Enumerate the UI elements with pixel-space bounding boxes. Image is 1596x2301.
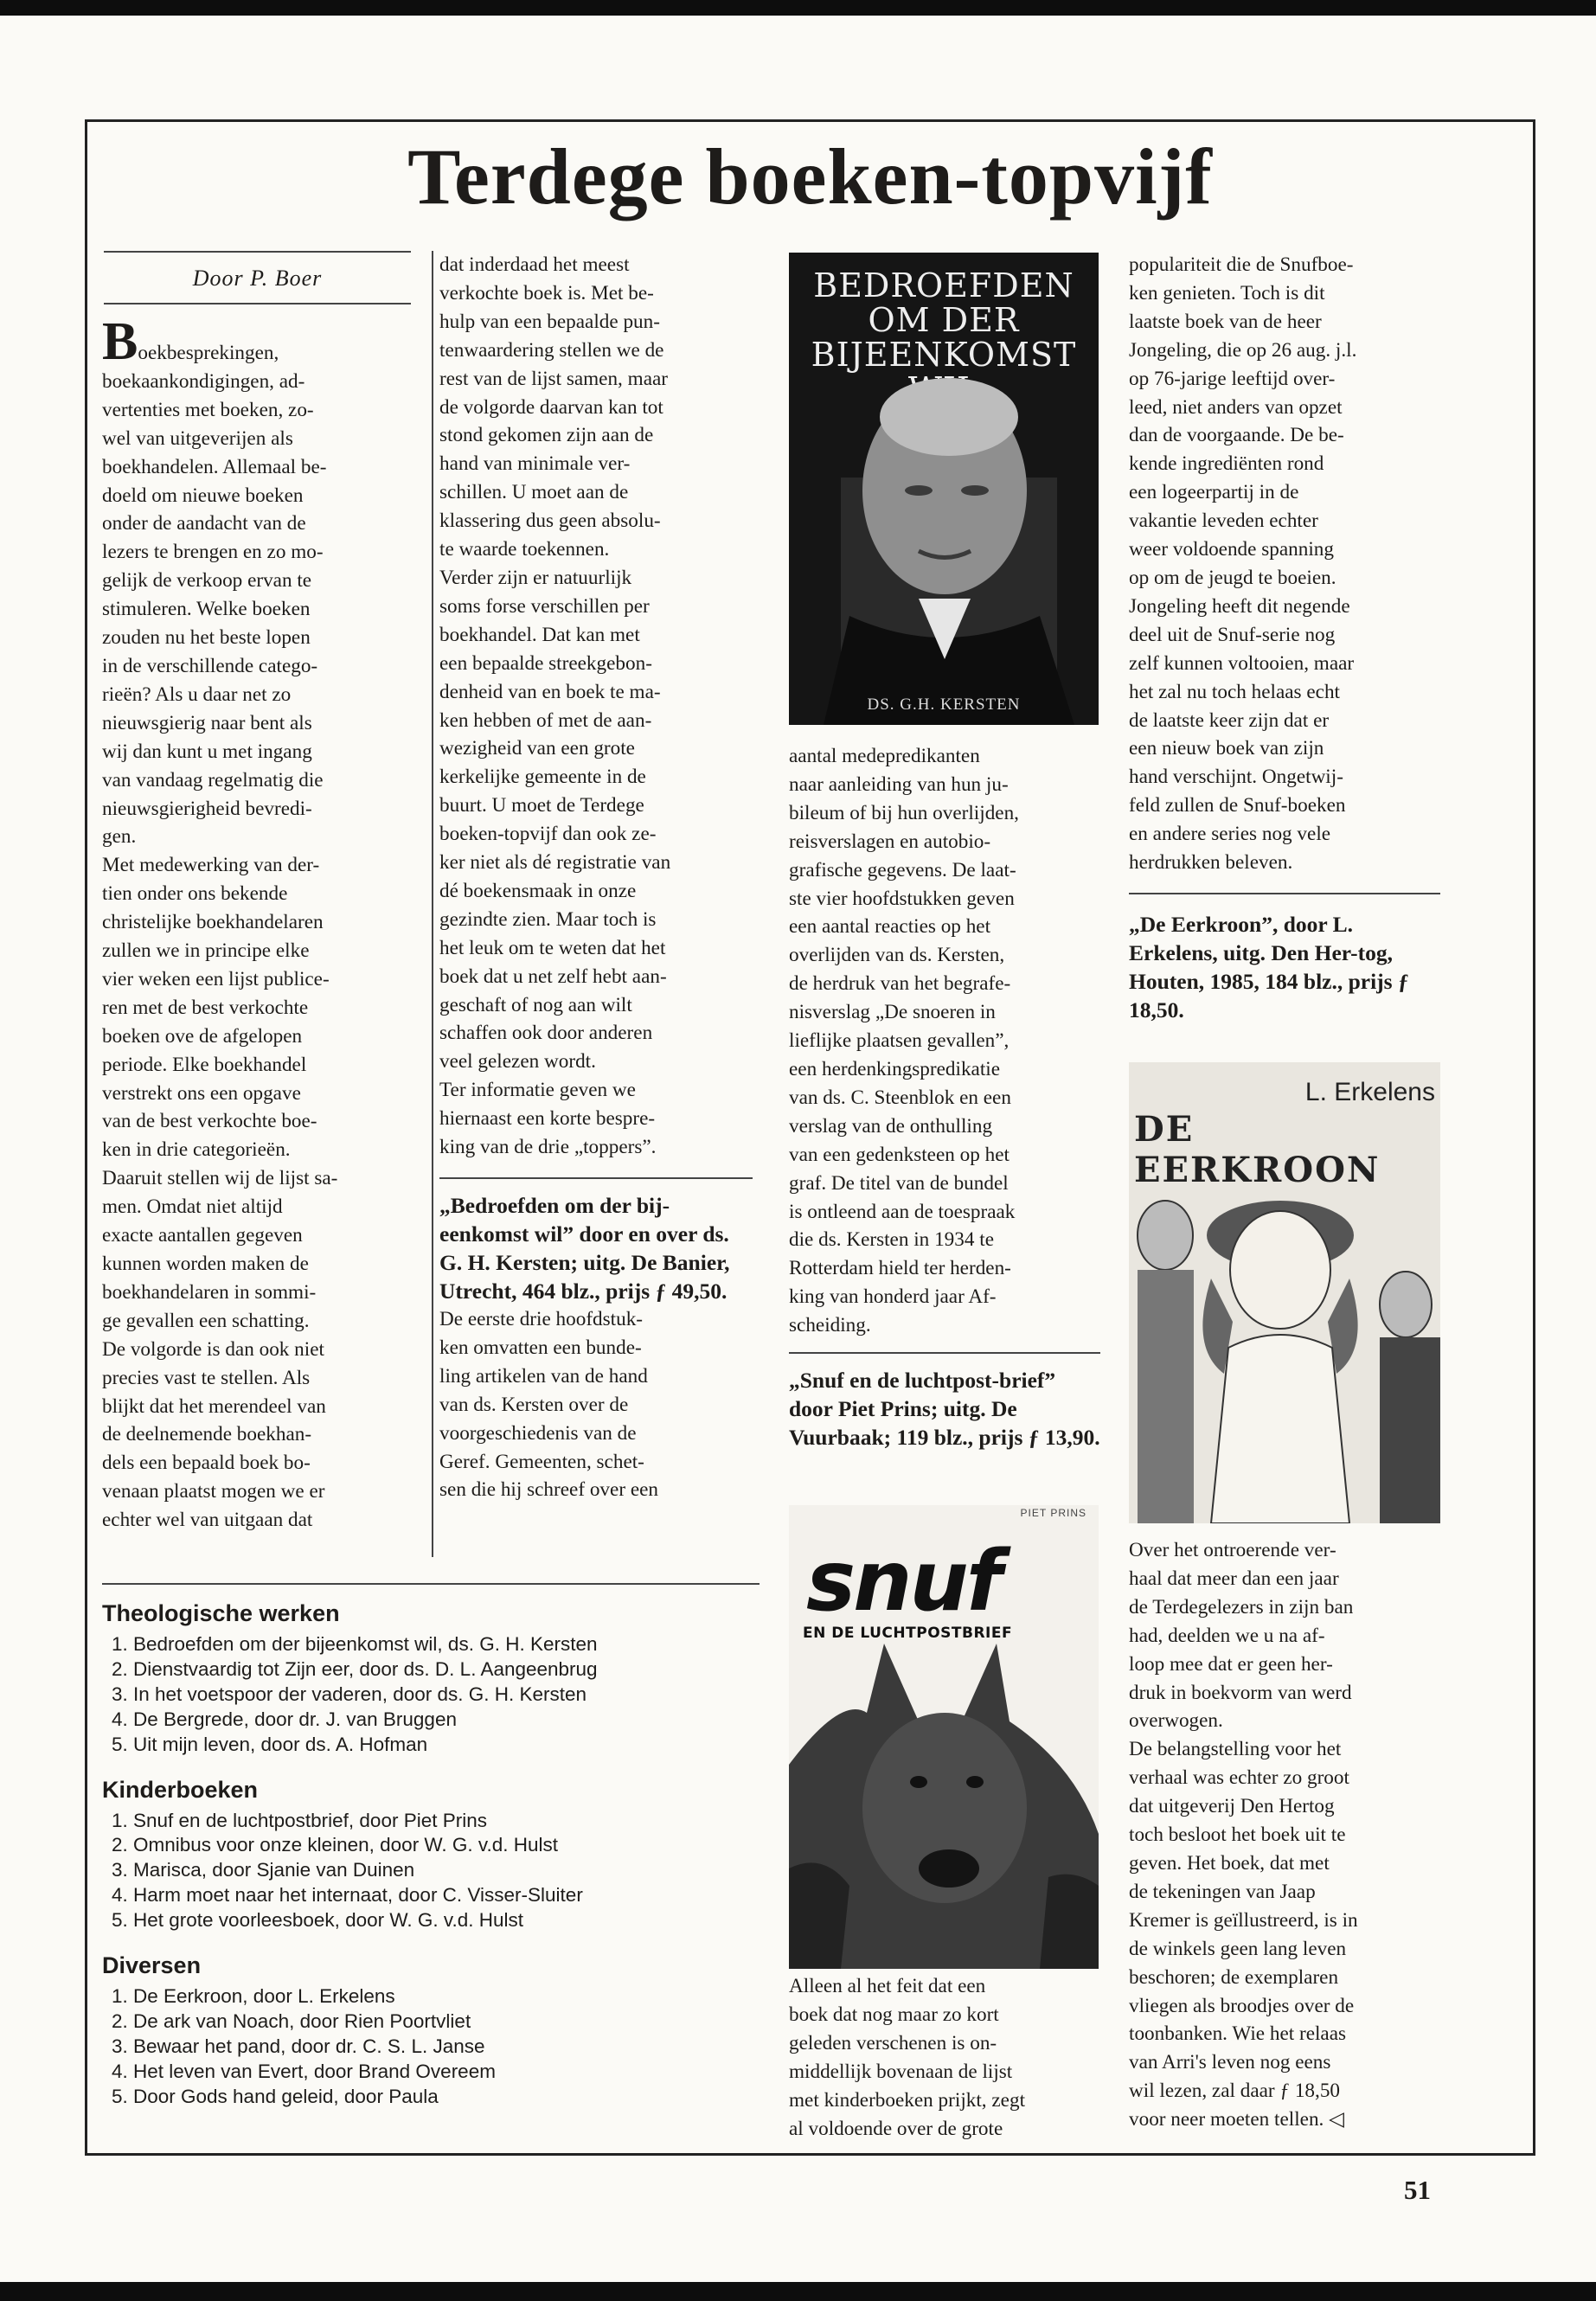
- portrait-kersten: [789, 253, 1099, 725]
- text-line: met kinderboeken prijkt, zegt: [789, 2088, 1026, 2112]
- text-line: is ontleend aan de toespraak: [789, 1200, 1016, 1223]
- book-cover-bedroefden: [789, 253, 1099, 725]
- text-line: leed, niet anders van opzet: [1129, 395, 1343, 419]
- text-line: middellijk bovenaan de lijst: [789, 2060, 1013, 2083]
- text-line: Daaruit stellen wij de lijst sa-: [102, 1167, 338, 1190]
- text-line: een bepaalde streekgebon-: [439, 651, 652, 675]
- text-line: klassering dus geen absolu-: [439, 510, 661, 533]
- text-line: Alleen al het feit dat een: [789, 1975, 986, 1997]
- column-4-continued: [1129, 1536, 1440, 2134]
- text-line: ste vier hoofdstukken geven: [789, 887, 1015, 910]
- text-line: Over het ontroerende ver-: [1129, 1539, 1336, 1561]
- column-3-text: [789, 742, 1100, 1340]
- text-line: boekaankondigingen, ad-: [102, 369, 305, 393]
- book3-caption: „De Eerkroon”, door L. Erkelens, uitg. Den Her-tog, Houten, 1985, 184 blz., prijs ƒ 18,50.: [1129, 911, 1409, 1022]
- text-line: nisverslag „De snoeren in: [789, 1001, 996, 1024]
- text-line: wil lezen, zal daar ƒ 18,50: [1129, 2080, 1341, 2103]
- text-line: veel gelezen wordt.: [439, 1050, 596, 1074]
- text-line: Ter informatie geven we: [439, 1079, 636, 1102]
- book-cover-snuf: [789, 1505, 1099, 1969]
- text-line: naar aanleiding van hun ju-: [789, 772, 1009, 796]
- text-line: boeken ove de afgelopen: [102, 1024, 303, 1048]
- text-line: Rotterdam hield ter herden-: [789, 1257, 1011, 1280]
- text-line: voor neer moeten tellen. ◁: [1129, 2108, 1344, 2131]
- cover2-subtitle: EN DE LUCHTPOSTBRIEF: [803, 1625, 1013, 1642]
- list-theologische-werken: [102, 1600, 768, 1758]
- column-divider: [432, 251, 433, 1557]
- text-line: ling artikelen van de hand: [439, 1364, 648, 1388]
- text-line: op 76-jarige leeftijd over-: [1129, 367, 1336, 390]
- text-line: ken in drie categorieën.: [102, 1138, 291, 1162]
- text-line: Geref. Gemeenten, schet-: [439, 1450, 644, 1473]
- text-line: kerkelijke gemeente in de: [439, 766, 646, 789]
- text-line: populariteit die de Snufboe-: [1129, 253, 1354, 276]
- text-line: echter wel van uitgaan dat: [102, 1509, 313, 1532]
- text-line: vertenties met boeken, zo-: [102, 398, 314, 421]
- text-line: boeken-topvijf dan ook ze-: [439, 823, 657, 846]
- text-line: wezigheid van een grote: [439, 737, 635, 760]
- book3-rule: [1129, 893, 1440, 894]
- text-line: stimuleren. Welke boeken: [102, 598, 311, 621]
- text-line: hiernaast een korte bespre-: [439, 1107, 656, 1131]
- text-line: loop mee dat er geen her-: [1129, 1652, 1333, 1676]
- text-line: in de verschillende catego-: [102, 654, 318, 677]
- text-line: en andere series nog vele: [1129, 823, 1331, 846]
- list-item: 4. De Bergrede, door dr. J. van Bruggen: [133, 1708, 768, 1733]
- cover3-author: L. Erkelens: [1304, 1078, 1435, 1106]
- list-item: 5. Uit mijn leven, door ds. A. Hofman: [133, 1733, 768, 1758]
- text-line: king van honderd jaar Af-: [789, 1285, 997, 1309]
- text-line: verkochte boek is. Met be-: [439, 281, 654, 304]
- text-line: lieflijke plaatsen gevallen”,: [789, 1029, 1010, 1053]
- text-line: ken hebben of met de aan-: [439, 708, 652, 732]
- text-line: van ds. C. Steenblok en een: [789, 1086, 1011, 1109]
- text-line: dat inderdaad het meest: [439, 253, 630, 276]
- text-line: gen.: [102, 825, 137, 849]
- byline-top-rule: [104, 251, 411, 253]
- text-line: weer voldoende spanning: [1129, 538, 1334, 561]
- text-line: op om de jeugd te boeien.: [1129, 566, 1336, 589]
- text-line: grafische gegevens. De laat-: [789, 858, 1016, 881]
- text-line: de deelnemende boekhan-: [102, 1423, 312, 1446]
- list-item: 3. Bewaar het pand, door dr. C. S. L. Janse: [133, 2035, 768, 2060]
- text-line: vakantie leveden echter: [1129, 510, 1318, 533]
- column-4-text: [1129, 251, 1440, 877]
- text-line: tien onder ons bekende: [102, 882, 288, 906]
- text-line: bileum of bij hun overlijden,: [789, 801, 1019, 824]
- text-line: hulp van een bepaalde pun-: [439, 310, 660, 333]
- column-3: [789, 742, 1100, 1452]
- lists-rule: [102, 1583, 760, 1585]
- text-line: gelijk de verkoop ervan te: [102, 569, 312, 593]
- text-line: Met medewerking van der-: [102, 854, 320, 877]
- text-line: van Arri's leven nog eens: [1129, 2051, 1331, 2074]
- text-line: van de best verkochte boe-: [102, 1110, 317, 1133]
- text-line: een nieuw boek van zijn: [1129, 737, 1324, 760]
- list-item: 1. Bedroefden om der bijeenkomst wil, ds. G. H. Kersten: [133, 1632, 768, 1657]
- text-line: dé boekensmaak in onze: [439, 879, 637, 902]
- list-heading: Theologische werken: [102, 1600, 340, 1626]
- text-line: christelijke boekhandelaren: [102, 911, 324, 934]
- text-line: gezindte zien. Maar toch is: [439, 907, 657, 931]
- bottom-black-border: [0, 2282, 1596, 2301]
- text-line: te waarde toekennen.: [439, 538, 610, 561]
- ranked-list: [102, 1984, 768, 2110]
- text-line: rest van de lijst samen, maar: [439, 367, 668, 390]
- list-item: 1. Snuf en de luchtpostbrief, door Piet Prins: [133, 1809, 768, 1834]
- column-3-text-continued: [789, 1972, 1100, 2143]
- text-line: zullen we in principe elke: [102, 939, 310, 963]
- text-line: geleden verschenen is on-: [789, 2031, 997, 2054]
- cover3-title: DE EERKROON: [1134, 1109, 1381, 1190]
- text-line: boekhandelen. Allemaal be-: [102, 455, 327, 478]
- text-line: De eerste drie hoofdstuk-: [439, 1308, 644, 1330]
- cover2-title: snuf: [806, 1533, 1000, 1630]
- text-line: nieuwsgierig naar bent als: [102, 711, 312, 734]
- text-line: ge gevallen een schatting.: [102, 1309, 310, 1332]
- text-line: graf. De titel van de bundel: [789, 1171, 1009, 1195]
- ranked-list: [102, 1632, 768, 1758]
- text-line: exacte aantallen gegeven: [102, 1224, 303, 1247]
- text-line: boek dat nog maar zo kort: [789, 2003, 999, 2026]
- column-4: [1129, 251, 1440, 1024]
- text-line: zelf kunnen voltooien, maar: [1129, 651, 1355, 675]
- text-line: Kremer is geïllustreerd, is in: [1129, 1908, 1358, 1932]
- text-line: voorgeschiedenis van de: [439, 1421, 637, 1445]
- text-line: van vandaag regelmatig die: [102, 768, 324, 792]
- byline-bottom-rule: [104, 303, 411, 304]
- text-line: schaffen ook door anderen: [439, 1022, 653, 1045]
- book1-rule: [439, 1177, 753, 1179]
- text-line: precies vast te stellen. Als: [102, 1366, 311, 1389]
- list-item: 2. Omnibus voor onze kleinen, door W. G. v.d. Hulst: [133, 1833, 768, 1858]
- column-2: [439, 251, 753, 1504]
- page-number: 51: [1404, 2175, 1431, 2205]
- text-line: vier weken een lijst publice-: [102, 967, 330, 990]
- book-cover-eerkroon: [1129, 1062, 1440, 1523]
- text-line: nieuwsgierigheid bevredi-: [102, 797, 312, 820]
- text-line: onder de aandacht van de: [102, 512, 306, 535]
- text-line: men. Omdat niet altijd: [102, 1195, 283, 1219]
- text-line: verslag van de onthulling: [789, 1114, 993, 1138]
- list-item: 4. Harm moet naar het internaat, door C. Visser-Sluiter: [133, 1883, 768, 1908]
- text-line: schillen. U moet aan de: [439, 481, 629, 504]
- text-line: tenwaardering stellen we de: [439, 338, 664, 362]
- text-line: geschaft of nog aan wilt: [439, 993, 632, 1016]
- text-line: Verder zijn er natuurlijk: [439, 566, 632, 589]
- text-line: de Terdegelezers in zijn ban: [1129, 1595, 1354, 1618]
- list-item: 2. Dienstvaardig tot Zijn eer, door ds. D. L. Aangeenbrug: [133, 1657, 768, 1682]
- column-3-continued: [789, 1972, 1100, 2143]
- text-line: verstrekt ons een opgave: [102, 1081, 301, 1105]
- text-line: beschoren; de exemplaren: [1129, 1965, 1339, 1989]
- text-line: sen die hij schreef over een: [439, 1478, 659, 1502]
- book1-review-text: [439, 1305, 753, 1504]
- text-line: De belangstelling voor het: [1129, 1738, 1342, 1761]
- text-line: boek dat u net zelf hebt aan-: [439, 965, 667, 988]
- text-line: dels een bepaald boek bo-: [102, 1452, 311, 1475]
- text-line: geven. Het boek, dat met: [1129, 1851, 1330, 1875]
- text-line: een herdenkingspredikatie: [789, 1057, 1001, 1080]
- text-line: de laatste keer zijn dat er: [1129, 708, 1330, 732]
- list-kinderboeken: [102, 1777, 768, 1934]
- text-line: Jongeling heeft dit negende: [1129, 594, 1350, 618]
- text-line: het leuk om te weten dat het: [439, 936, 666, 959]
- text-line: het zal nu toch helaas echt: [1129, 680, 1341, 703]
- text-line: de herdruk van het begrafe-: [789, 972, 1011, 996]
- text-line: die ds. Kersten in 1934 te: [789, 1228, 994, 1252]
- text-line: aantal medepredikanten: [789, 745, 980, 767]
- text-line: reisverslagen en autobio-: [789, 830, 991, 853]
- text-line: boekhandelaren in sommi-: [102, 1280, 317, 1304]
- text-line: dat uitgeverij Den Hertog: [1129, 1795, 1335, 1818]
- text-line: overlijden van ds. Kersten,: [789, 944, 1005, 967]
- book2-caption: „Snuf en de luchtpost-brief” door Piet Prins; uitg. De Vuurbaak; 119 blz., prijs ƒ 13,90.: [789, 1368, 1100, 1451]
- cover1-title: BEDROEFDEN OM DER BIJEENKOMST: [811, 266, 1077, 374]
- list-item: 1. De Eerkroon, door L. Erkelens: [133, 1984, 768, 2009]
- text-line: kende ingrediënten rond: [1129, 452, 1324, 476]
- book1-caption: „Bedroefden om der bij-eenkomst wil” door en over ds. G. H. Kersten; uitg. De Banier, Utrecht, 464 blz., prijs ƒ 49,50.: [439, 1193, 730, 1304]
- text-line: boekhandel. Dat kan met: [439, 623, 640, 646]
- text-line: verhaal was echter zo groot: [1129, 1766, 1349, 1790]
- text-line: periode. Elke boekhandel: [102, 1053, 307, 1076]
- text-line: dan de voorgaande. De be-: [1129, 424, 1344, 447]
- text-line: had, deelden we u na af-: [1129, 1624, 1325, 1647]
- cover1-author: DS. G.H. KERSTEN: [867, 695, 1021, 714]
- text-line: scheiding.: [789, 1314, 871, 1337]
- list-item: 3. Marisca, door Sjanie van Duinen: [133, 1858, 768, 1883]
- text-line: denheid van en boek te ma-: [439, 680, 661, 703]
- list-diversen: [102, 1952, 768, 2110]
- list-item: 4. Het leven van Evert, door Brand Overeem: [133, 2060, 768, 2085]
- text-line: buurt. U moet de Terdege: [439, 794, 644, 817]
- list-item: 5. Door Gods hand geleid, door Paula: [133, 2085, 768, 2110]
- list-heading: Kinderboeken: [102, 1776, 259, 1803]
- text-line: soms forse verschillen per: [439, 594, 650, 618]
- text-line: doeld om nieuwe boeken: [102, 484, 304, 507]
- text-line: ken omvatten een bunde-: [439, 1336, 642, 1359]
- text-line: een aantal reacties op het: [789, 915, 991, 939]
- text-line: hand verschijnt. Ongetwij-: [1129, 766, 1343, 789]
- text-line: wel van uitgeverijen als: [102, 426, 293, 450]
- text-line: herdrukken beleven.: [1129, 851, 1293, 875]
- text-line: hand van minimale ver-: [439, 452, 631, 476]
- text-line: wij dan kunt u met ingang: [102, 740, 312, 763]
- text-line: zouden nu het beste lopen: [102, 626, 311, 650]
- text-line: van een gedenksteen op het: [789, 1143, 1010, 1166]
- list-item: 2. De ark van Noach, door Rien Poortvliet: [133, 2009, 768, 2035]
- text-line: Jongeling, die op 26 aug. j.l.: [1129, 338, 1357, 362]
- byline: Door P. Boer: [192, 266, 323, 291]
- text-line: De volgorde is dan ook niet: [102, 1337, 324, 1361]
- book2-rule: [789, 1352, 1100, 1354]
- ranked-list: [102, 1809, 768, 1934]
- column-1-text: [102, 312, 412, 1535]
- text-line: toch besloot het boek uit te: [1129, 1823, 1346, 1847]
- list-item: 3. In het voetspoor der vaderen, door ds. G. H. Kersten: [133, 1682, 768, 1708]
- text-line: toonbanken. Wie het relaas: [1129, 2022, 1347, 2046]
- column-1: [102, 312, 412, 1535]
- drop-cap: B: [102, 312, 138, 371]
- text-line: oekbesprekingen,: [138, 342, 279, 364]
- dog-illustration: [789, 1505, 1099, 1969]
- text-line: de tekeningen van Jaap: [1129, 1880, 1316, 1903]
- text-line: ker niet als dé registratie van: [439, 851, 671, 875]
- top-five-lists: [102, 1600, 768, 2129]
- text-line: overwogen.: [1129, 1709, 1223, 1733]
- text-line: rieën? Als u daar net zo: [102, 683, 292, 706]
- text-line: haal dat meer dan een jaar: [1129, 1567, 1339, 1590]
- text-line: al voldoende over de grote: [789, 2117, 1003, 2140]
- text-line: lezers te brengen en zo mo-: [102, 541, 324, 564]
- top-black-border: [0, 0, 1596, 16]
- text-line: venaan plaatst mogen we er: [102, 1480, 325, 1503]
- text-line: een logeerpartij in de: [1129, 481, 1299, 504]
- text-line: feld zullen de Snuf-boeken: [1129, 794, 1346, 817]
- text-line: de winkels geen lang leven: [1129, 1937, 1347, 1960]
- text-line: ken genieten. Toch is dit: [1129, 281, 1325, 304]
- text-line: kunnen worden maken de: [102, 1253, 309, 1275]
- text-line: de volgorde daarvan kan tot: [439, 395, 663, 419]
- text-line: laatste boek van de heer: [1129, 310, 1322, 333]
- text-line: stond gekomen zijn aan de: [439, 424, 654, 447]
- text-line: druk in boekvorm van werd: [1129, 1681, 1352, 1704]
- list-item: 5. Het grote voorleesboek, door W. G. v.d. Hulst: [133, 1908, 768, 1933]
- article-title: Terdege boeken-topvijf: [407, 132, 1213, 221]
- cover2-author: PIET PRINS: [1020, 1507, 1086, 1519]
- text-line: vliegen als broodjes over de: [1129, 1994, 1355, 2017]
- text-line: deel uit de Snuf-serie nog: [1129, 623, 1336, 646]
- text-line: king van de drie „toppers”.: [439, 1136, 657, 1159]
- column-2-text: [439, 251, 753, 1162]
- column-4-text-continued: [1129, 1536, 1440, 2134]
- text-line: van ds. Kersten over de: [439, 1393, 629, 1416]
- text-line: ren met de best verkochte: [102, 996, 309, 1019]
- list-heading: Diversen: [102, 1952, 202, 1979]
- text-line: blijkt dat het merendeel van: [102, 1394, 326, 1418]
